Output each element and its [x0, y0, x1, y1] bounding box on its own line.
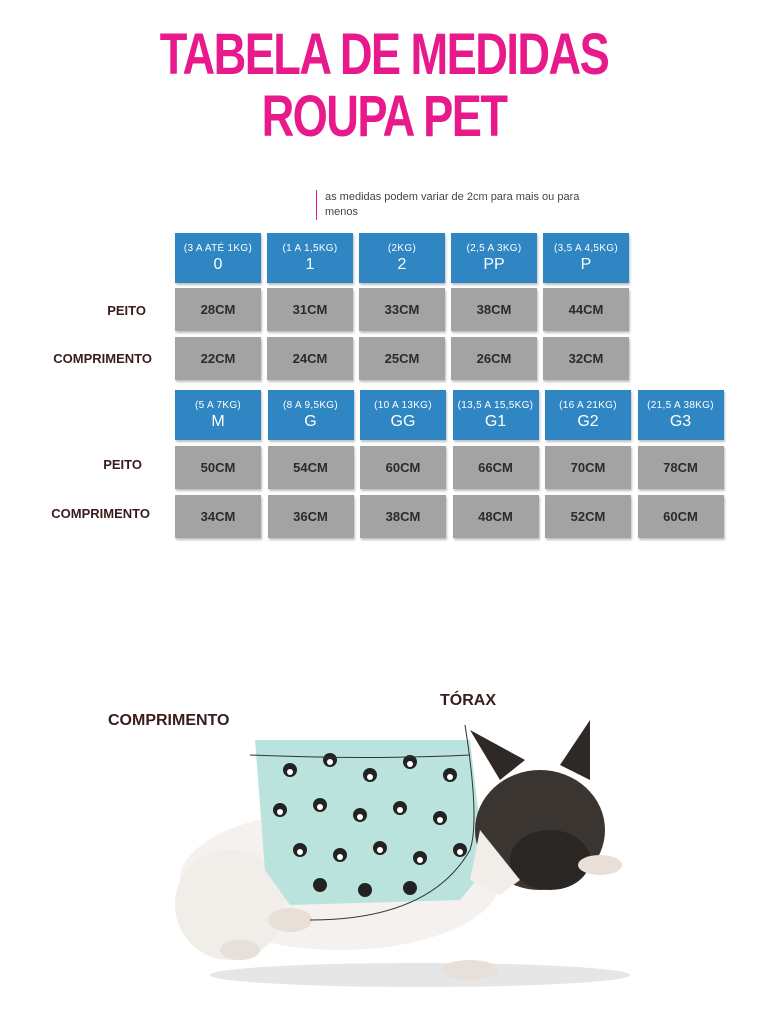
- size-weight: (5 A 7KG): [194, 399, 242, 411]
- value-comprimento-p: 32CM: [543, 337, 629, 380]
- value-peito-gg: 60CM: [360, 446, 446, 489]
- variation-note: as medidas podem variar de 2cm para mais ou para menos: [316, 190, 605, 220]
- value-comprimento-2: 25CM: [359, 337, 445, 380]
- row-label-peito-2: PEITO: [103, 457, 142, 472]
- size-weight: (21,5 A 38KG): [647, 399, 714, 411]
- size-weight: (8 A 9,5KG): [283, 399, 338, 411]
- measurement-label-torax: TÓRAX: [440, 692, 496, 709]
- value-peito-pp: 38CM: [451, 288, 537, 331]
- size-code: G3: [669, 412, 692, 430]
- size-weight: (3,5 A 4,5KG): [554, 242, 618, 254]
- size-code: 0: [213, 255, 223, 273]
- size-code: GG: [390, 412, 416, 430]
- size-header-gg: [360, 390, 446, 440]
- row-label-comprimento-1: COMPRIMENTO: [53, 351, 152, 366]
- dog-in-shirt-illustration: [170, 720, 640, 990]
- size-weight: (13,5 A 15,5KG): [457, 399, 534, 411]
- value-peito-m: 50CM: [175, 446, 261, 489]
- size-code: G2: [577, 412, 599, 430]
- row-label-comprimento-2: COMPRIMENTO: [51, 506, 150, 521]
- size-code: M: [211, 412, 225, 430]
- size-code: G: [304, 412, 317, 430]
- size-weight: (16 A 21KG): [559, 399, 617, 411]
- size-weight: (2KG): [387, 242, 417, 254]
- page-title-line2: ROUPA PET: [261, 84, 507, 149]
- value-comprimento-g: 36CM: [268, 495, 354, 538]
- size-weight: (3 A ATÉ 1KG): [183, 242, 253, 254]
- size-weight: (1 A 1,5KG): [282, 242, 338, 254]
- value-comprimento-0: 22CM: [175, 337, 261, 380]
- size-code: PP: [483, 255, 505, 273]
- size-header-g: [268, 390, 354, 440]
- size-weight: (2,5 A 3KG): [466, 242, 522, 254]
- value-peito-g3: 78CM: [638, 446, 724, 489]
- value-comprimento-gg: 38CM: [360, 495, 446, 538]
- size-header-p: [543, 233, 629, 283]
- size-code: 2: [397, 255, 407, 273]
- value-peito-g: 54CM: [268, 446, 354, 489]
- page-title-line1: TABELA DE MEDIDAS: [159, 22, 609, 87]
- value-peito-1: 31CM: [267, 288, 353, 331]
- size-header-0: [175, 233, 261, 283]
- size-header-m: [175, 390, 261, 440]
- size-weight: (10 A 13KG): [374, 399, 432, 411]
- size-code: G1: [484, 412, 507, 430]
- value-peito-p: 44CM: [543, 288, 629, 331]
- size-code: P: [580, 255, 592, 273]
- value-comprimento-g3: 60CM: [638, 495, 724, 538]
- value-peito-g1: 66CM: [453, 446, 539, 489]
- value-comprimento-1: 24CM: [267, 337, 353, 380]
- value-peito-0: 28CM: [175, 288, 261, 331]
- value-comprimento-g1: 48CM: [453, 495, 539, 538]
- size-header-g1: [453, 390, 539, 440]
- value-comprimento-pp: 26CM: [451, 337, 537, 380]
- value-peito-2: 33CM: [359, 288, 445, 331]
- size-header-1: [267, 233, 353, 283]
- size-header-g2: [545, 390, 631, 440]
- size-header-pp: [451, 233, 537, 283]
- size-header-g3: [638, 390, 724, 440]
- measurement-label-comprimento: COMPRIMENTO: [108, 712, 230, 729]
- value-comprimento-m: 34CM: [175, 495, 261, 538]
- size-header-2: [359, 233, 445, 283]
- value-peito-g2: 70CM: [545, 446, 631, 489]
- size-code: 1: [305, 255, 315, 273]
- row-label-peito-1: PEITO: [107, 303, 146, 318]
- value-comprimento-g2: 52CM: [545, 495, 631, 538]
